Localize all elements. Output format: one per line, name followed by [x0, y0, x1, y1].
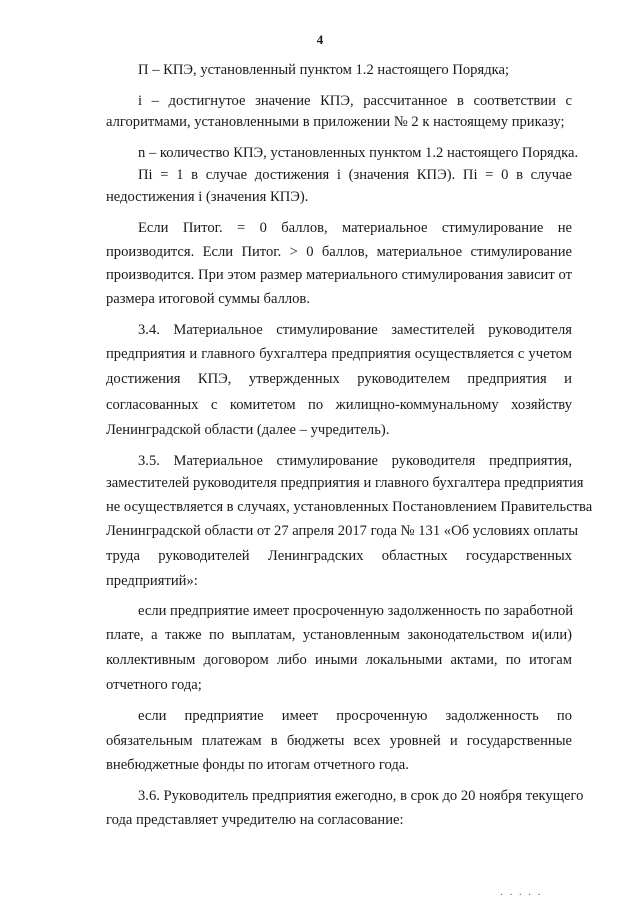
text-line: обязательным платежам в бюджеты всех уровней и государственные	[106, 733, 572, 749]
text-line: 3.4. Материальное стимулирование заместителей руководителя	[138, 322, 572, 338]
text-line: коллективным договором либо иными локальными актами, по итогам	[106, 652, 572, 668]
text-line: согласованных с комитетом по жилищно-коммунальному хозяйству	[106, 397, 572, 413]
text-line: не осуществляется в случаях, установленных Постановлением Правительства	[106, 499, 593, 515]
text-line: если предприятие имеет просроченную задолженность по заработной	[138, 603, 574, 619]
text-line: предприятия и главного бухгалтера предприятия осуществляется с учетом	[106, 346, 572, 362]
text-line: недостижения i (значения КПЭ).	[106, 189, 309, 205]
text-line: 3.6. Руководитель предприятия ежегодно, в срок до 20 ноября текущего	[138, 788, 584, 804]
text-line: отчетного года;	[106, 677, 202, 693]
text-line: производится. При этом размер материального стимулирования зависит от	[106, 267, 572, 283]
text-line: труда руководителей Ленинградских областных государственных	[106, 548, 572, 564]
text-line: внебюджетные фонды по итогам отчетного года.	[106, 757, 409, 773]
text-line: предприятий»:	[106, 573, 198, 589]
text-line: заместителей руководителя предприятия и главного бухгалтера предприятия	[106, 475, 584, 491]
text-line: Ленинградской области от 27 апреля 2017 года № 131 «Об условиях оплаты	[106, 523, 579, 539]
text-line: размера итоговой суммы баллов.	[106, 291, 310, 307]
text-line: Ленинградской области (далее – учредитель).	[106, 422, 390, 438]
text-line: алгоритмами, установленными в приложении № 2 к настоящему приказу;	[106, 114, 565, 130]
text-line: Если Питог. = 0 баллов, материальное стимулирование не	[138, 220, 572, 236]
text-line: i – достигнутое значение КПЭ, рассчитанное в соответствии с	[138, 93, 572, 109]
text-line: Пi = 1 в случае достижения i (значения КПЭ). Пi = 0 в случае	[138, 167, 572, 183]
text-line: 3.5. Материальное стимулирование руководителя предприятия,	[138, 453, 572, 469]
text-line: плате, а также по выплатам, установленным законодательством и(или)	[106, 627, 572, 643]
text-line: если предприятие имеет просроченную задолженность по	[138, 708, 572, 724]
text-line: производится. Если Питог. > 0 баллов, материальное стимулирование	[106, 244, 572, 260]
text-line: П – КПЭ, установленный пунктом 1.2 настоящего Порядка;	[138, 62, 510, 78]
text-line: n – количество КПЭ, установленных пунктом 1.2 настоящего Порядка.	[138, 145, 579, 161]
text-line: достижения КПЭ, утвержденных руководителем предприятия и	[106, 371, 572, 387]
text-line: года представляет учредителю на согласование:	[106, 812, 404, 828]
page-number: 4	[316, 32, 324, 47]
scan-artifact: ·····	[500, 890, 547, 901]
